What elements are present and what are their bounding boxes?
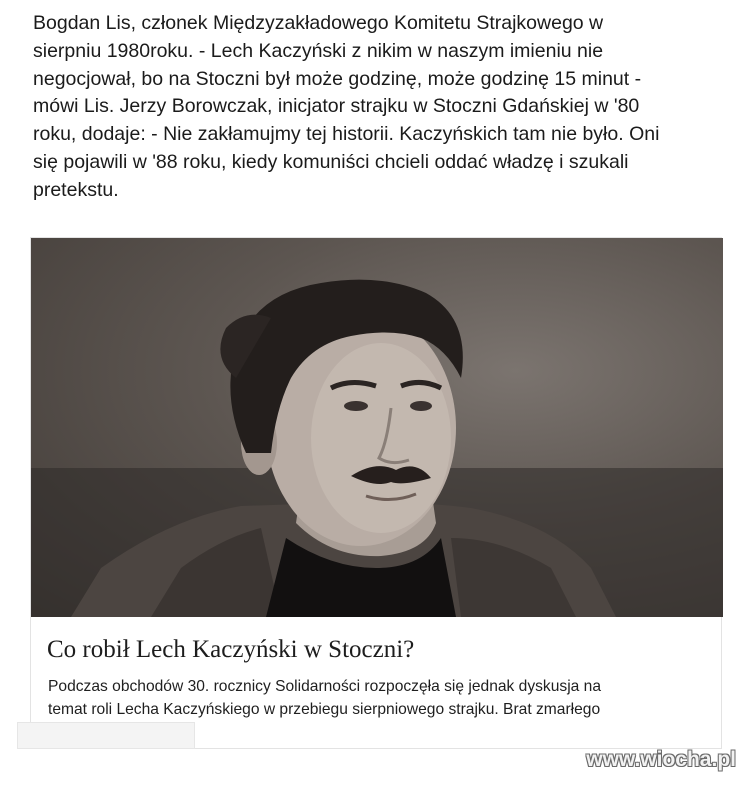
- card-description-line: temat roli Lecha Kaczyńskiego w przebiegu sierpniowego strajku. Brat zmarłego: [48, 701, 601, 718]
- post-text-line: sierpniu 1980roku. - Lech Kaczyński z nikim w naszym imieniu nie: [33, 39, 604, 62]
- post-text-line: mówi Lis. Jerzy Borowczak, inicjator strajku w Stoczni Gdańskiej w '80: [33, 95, 640, 118]
- card-title[interactable]: Co robił Lech Kaczyński w Stoczni?: [47, 636, 415, 663]
- link-preview-card[interactable]: [30, 237, 722, 749]
- post-text-line: negocjował, bo na Stoczni był może godzinę, może godzinę 15 minut -: [33, 67, 642, 90]
- post-text-line: roku, dodaje: - Nie zakłamujmy tej historii. Kaczyńskich tam nie było. Oni: [33, 123, 660, 146]
- portrait-illustration: [31, 238, 723, 617]
- card-description-line: Podczas obchodów 30. rocznicy Solidarności rozpoczęła się jednak dyskusja na: [48, 678, 602, 695]
- post-text: [33, 10, 733, 205]
- card-description: [48, 675, 718, 721]
- post-text-line: Bogdan Lis, członek Międzyzakładowego Komitetu Strajkowego w: [33, 12, 604, 34]
- post-text-line: pretekstu.: [33, 178, 119, 201]
- post-text-line: się pojawili w '88 roku, kiedy komuniści chcieli oddać władzę i szukali: [33, 150, 629, 173]
- site-watermark: www.wiocha.pl: [586, 748, 736, 771]
- portrait-photo[interactable]: [31, 238, 723, 617]
- bottom-strip: [17, 722, 195, 749]
